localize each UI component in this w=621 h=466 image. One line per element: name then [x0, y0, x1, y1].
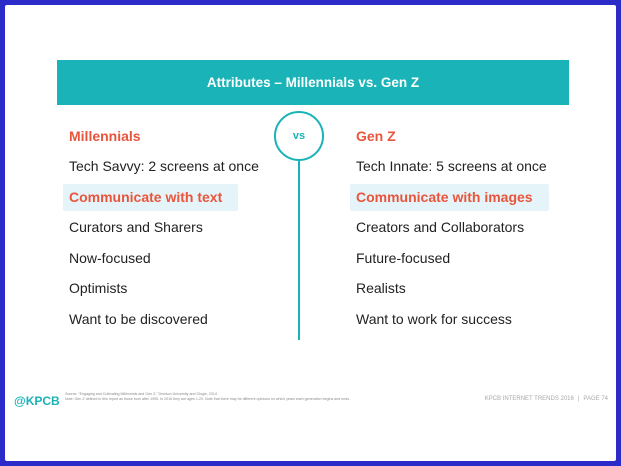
genz-item-highlight: Communicate with images [350, 184, 549, 211]
slide-title: Attributes – Millennials vs. Gen Z [206, 75, 420, 90]
vs-badge [274, 111, 324, 161]
kpcb-logo: @KPCB [14, 394, 60, 408]
millennials-item: Optimists [69, 280, 128, 296]
source-line: Source: “Engaging and Cultivating Millennials and Gen Z,” Denison University and Ologie, 2014. [65, 392, 218, 396]
footer-separator: | [577, 396, 580, 402]
genz-heading: Gen Z [356, 128, 396, 144]
millennials-item: Curators and Sharers [69, 219, 203, 235]
source-note [65, 392, 445, 402]
millennials-heading: Millennials [69, 128, 141, 144]
genz-item: Creators and Collaborators [356, 219, 525, 235]
genz-item: Future-focused [356, 249, 451, 266]
slide-title-banner [57, 60, 569, 105]
genz-item: Tech Innate: 5 screens at once [356, 158, 547, 174]
genz-item: Want to work for success [356, 310, 512, 327]
millennials-item: Want to be discovered [69, 310, 208, 327]
center-divider [298, 150, 300, 340]
note-line: Note: Gen Z defined in this report as those born after 1995. In 2016 they are ages 1-20. Note that there may be different opinions on which years each generation begins and ends. [65, 397, 351, 401]
millennials-column [63, 121, 259, 334]
page-number: PAGE 74 [583, 396, 608, 402]
footer-page-info [485, 396, 608, 402]
genz-item: Realists [356, 280, 406, 296]
millennials-item: Now-focused [69, 249, 151, 266]
millennials-item: Tech Savvy: 2 screens at once [69, 158, 259, 174]
vs-label: vs [292, 130, 306, 142]
genz-column [350, 121, 549, 334]
report-name: KPCB INTERNET TRENDS 2016 [484, 396, 574, 402]
slide [5, 5, 616, 461]
millennials-item-highlight: Communicate with text [63, 184, 238, 211]
